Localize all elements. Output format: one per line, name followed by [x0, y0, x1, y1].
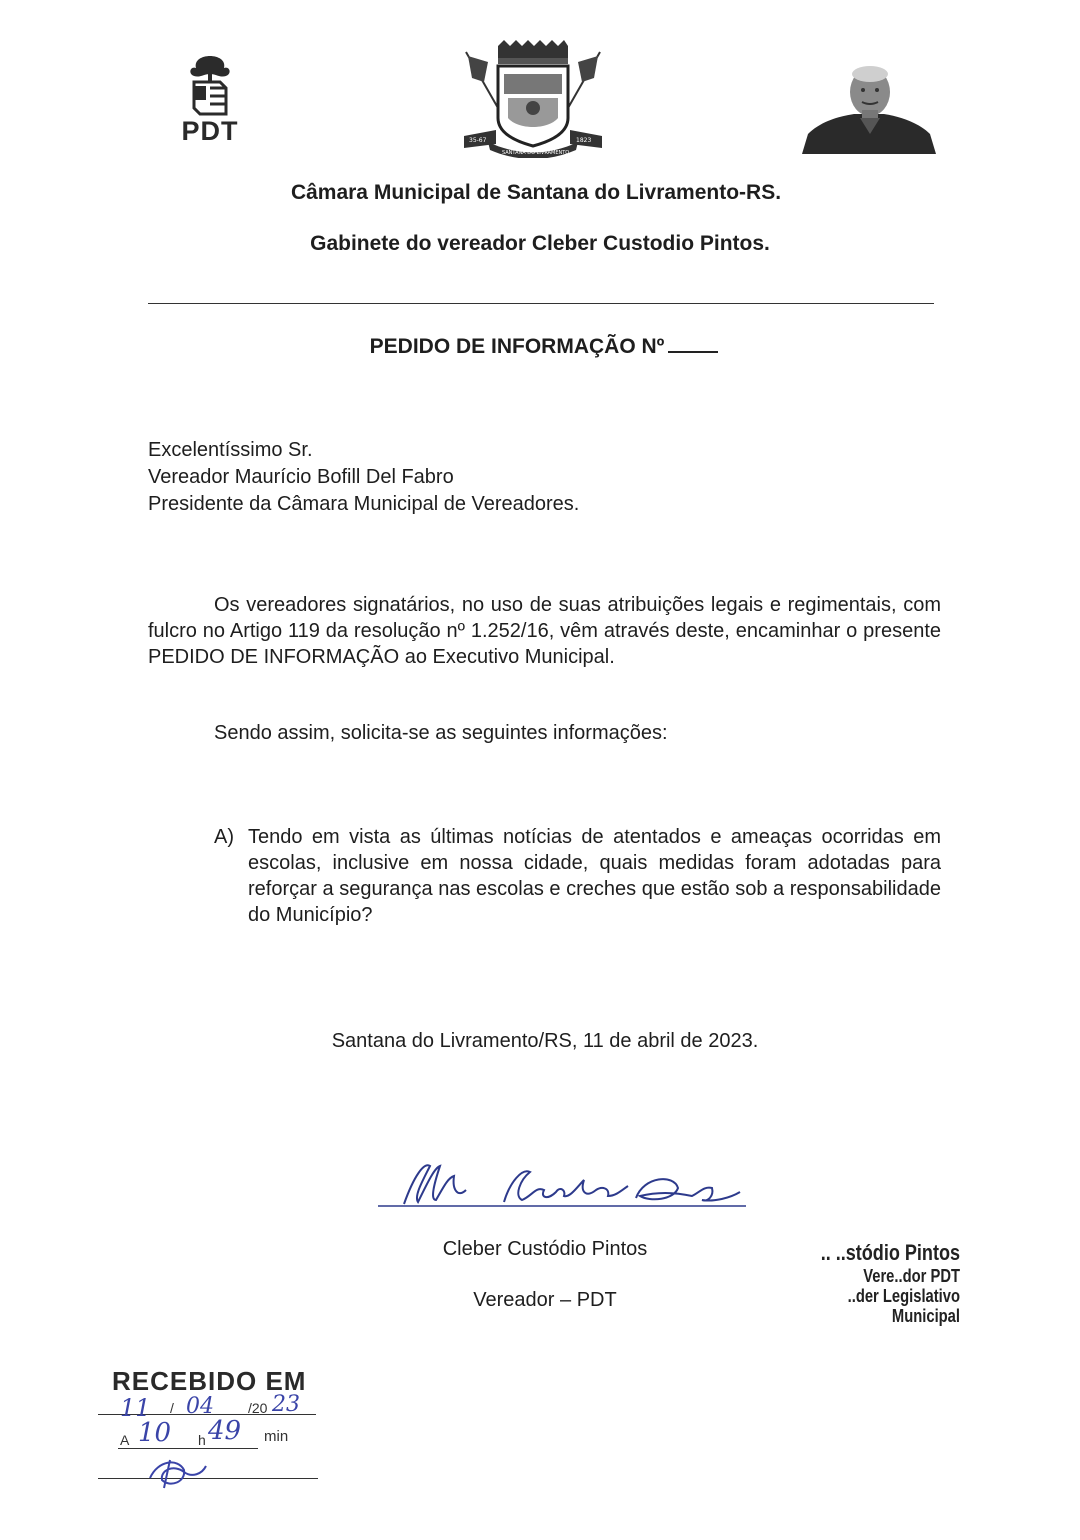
councilor-portrait — [802, 64, 936, 154]
pdt-logo — [170, 52, 250, 152]
received-day: 11 — [120, 1394, 151, 1422]
addressee-salutation: Excelentíssimo Sr. — [148, 439, 313, 461]
stamp-line-1: .. ..stódio Pintos — [820, 1240, 960, 1265]
crest-year-right: 1823 — [576, 137, 592, 144]
signer-name: Cleber Custódio Pintos — [442, 1238, 648, 1260]
received-title: RECEBIDO EM — [112, 1366, 307, 1396]
received-year: 23 — [272, 1392, 300, 1417]
pdt-fist-rose-icon — [180, 52, 240, 118]
municipal-coat-of-arms — [458, 38, 608, 158]
handwritten-signature — [374, 1156, 754, 1218]
received-time-rule — [118, 1448, 258, 1449]
coat-of-arms-icon — [458, 38, 608, 158]
official-stamp — [796, 1240, 960, 1326]
received-hour-prefix: A — [120, 1432, 130, 1448]
received-year-prefix: /20 — [248, 1400, 268, 1416]
crest-year-left: 35-67 — [469, 137, 487, 144]
document-title-text: PEDIDO DE INFORMAÇÃO Nº — [369, 335, 665, 358]
signer-role: Vereador – PDT — [473, 1289, 617, 1311]
body-paragraph-1-text: Os vereadores signatários, no uso de suas atribuições legais e regimentais, com fulcro no Artigo 119 da resolução nº 1.252/16, vêm através deste, encaminhar o presente PEDIDO DE INFORMAÇÃO ao Executivo Municipal. — [148, 594, 941, 668]
stamp-line-3: ..der Legislativo Municipal — [847, 1286, 960, 1326]
item-label: A) — [214, 826, 234, 848]
header-divider — [148, 303, 934, 304]
item-text: Tendo em vista as últimas notícias de atentados e ameaças ocorridas em escolas, inclusive em nossa cidade, quais medidas foram adotadas para reforçar a segurança nas escolas e creches que estão sob a responsabilidade do Município? — [248, 826, 941, 926]
received-initials — [144, 1454, 214, 1492]
received-slash: / — [170, 1400, 174, 1416]
header-office: Gabinete do vereador Cleber Custodio Pintos. — [310, 232, 770, 255]
body-paragraph-2: Sendo assim, solicita-se as seguintes informações: — [214, 722, 668, 744]
received-hour: 10 — [138, 1418, 172, 1448]
date-line: Santana do Livramento/RS, 11 de abril de 2023. — [331, 1030, 759, 1052]
stamp-line-2: Vere..dor PDT — [863, 1266, 960, 1286]
crest-ribbon-text: SANTANA DO LIVRAMENTO — [502, 150, 570, 156]
addressee-block — [148, 437, 579, 518]
document-title — [0, 335, 1080, 359]
received-month: 04 — [186, 1394, 214, 1419]
received-minutes: 49 — [208, 1416, 242, 1446]
header-chamber: Câmara Municipal de Santana do Livramento-RS. — [290, 181, 782, 204]
addressee-title: Presidente da Câmara Municipal de Vereadores. — [148, 493, 580, 515]
pdt-text: PDT — [181, 116, 239, 146]
document-number-blank — [668, 336, 718, 353]
received-stamp — [98, 1362, 328, 1492]
received-min-label: min — [264, 1428, 289, 1445]
addressee-name: Vereador Maurício Bofill Del Fabro — [148, 466, 454, 488]
received-min-prefix: h — [198, 1432, 206, 1448]
body-paragraph-1 — [148, 592, 941, 670]
